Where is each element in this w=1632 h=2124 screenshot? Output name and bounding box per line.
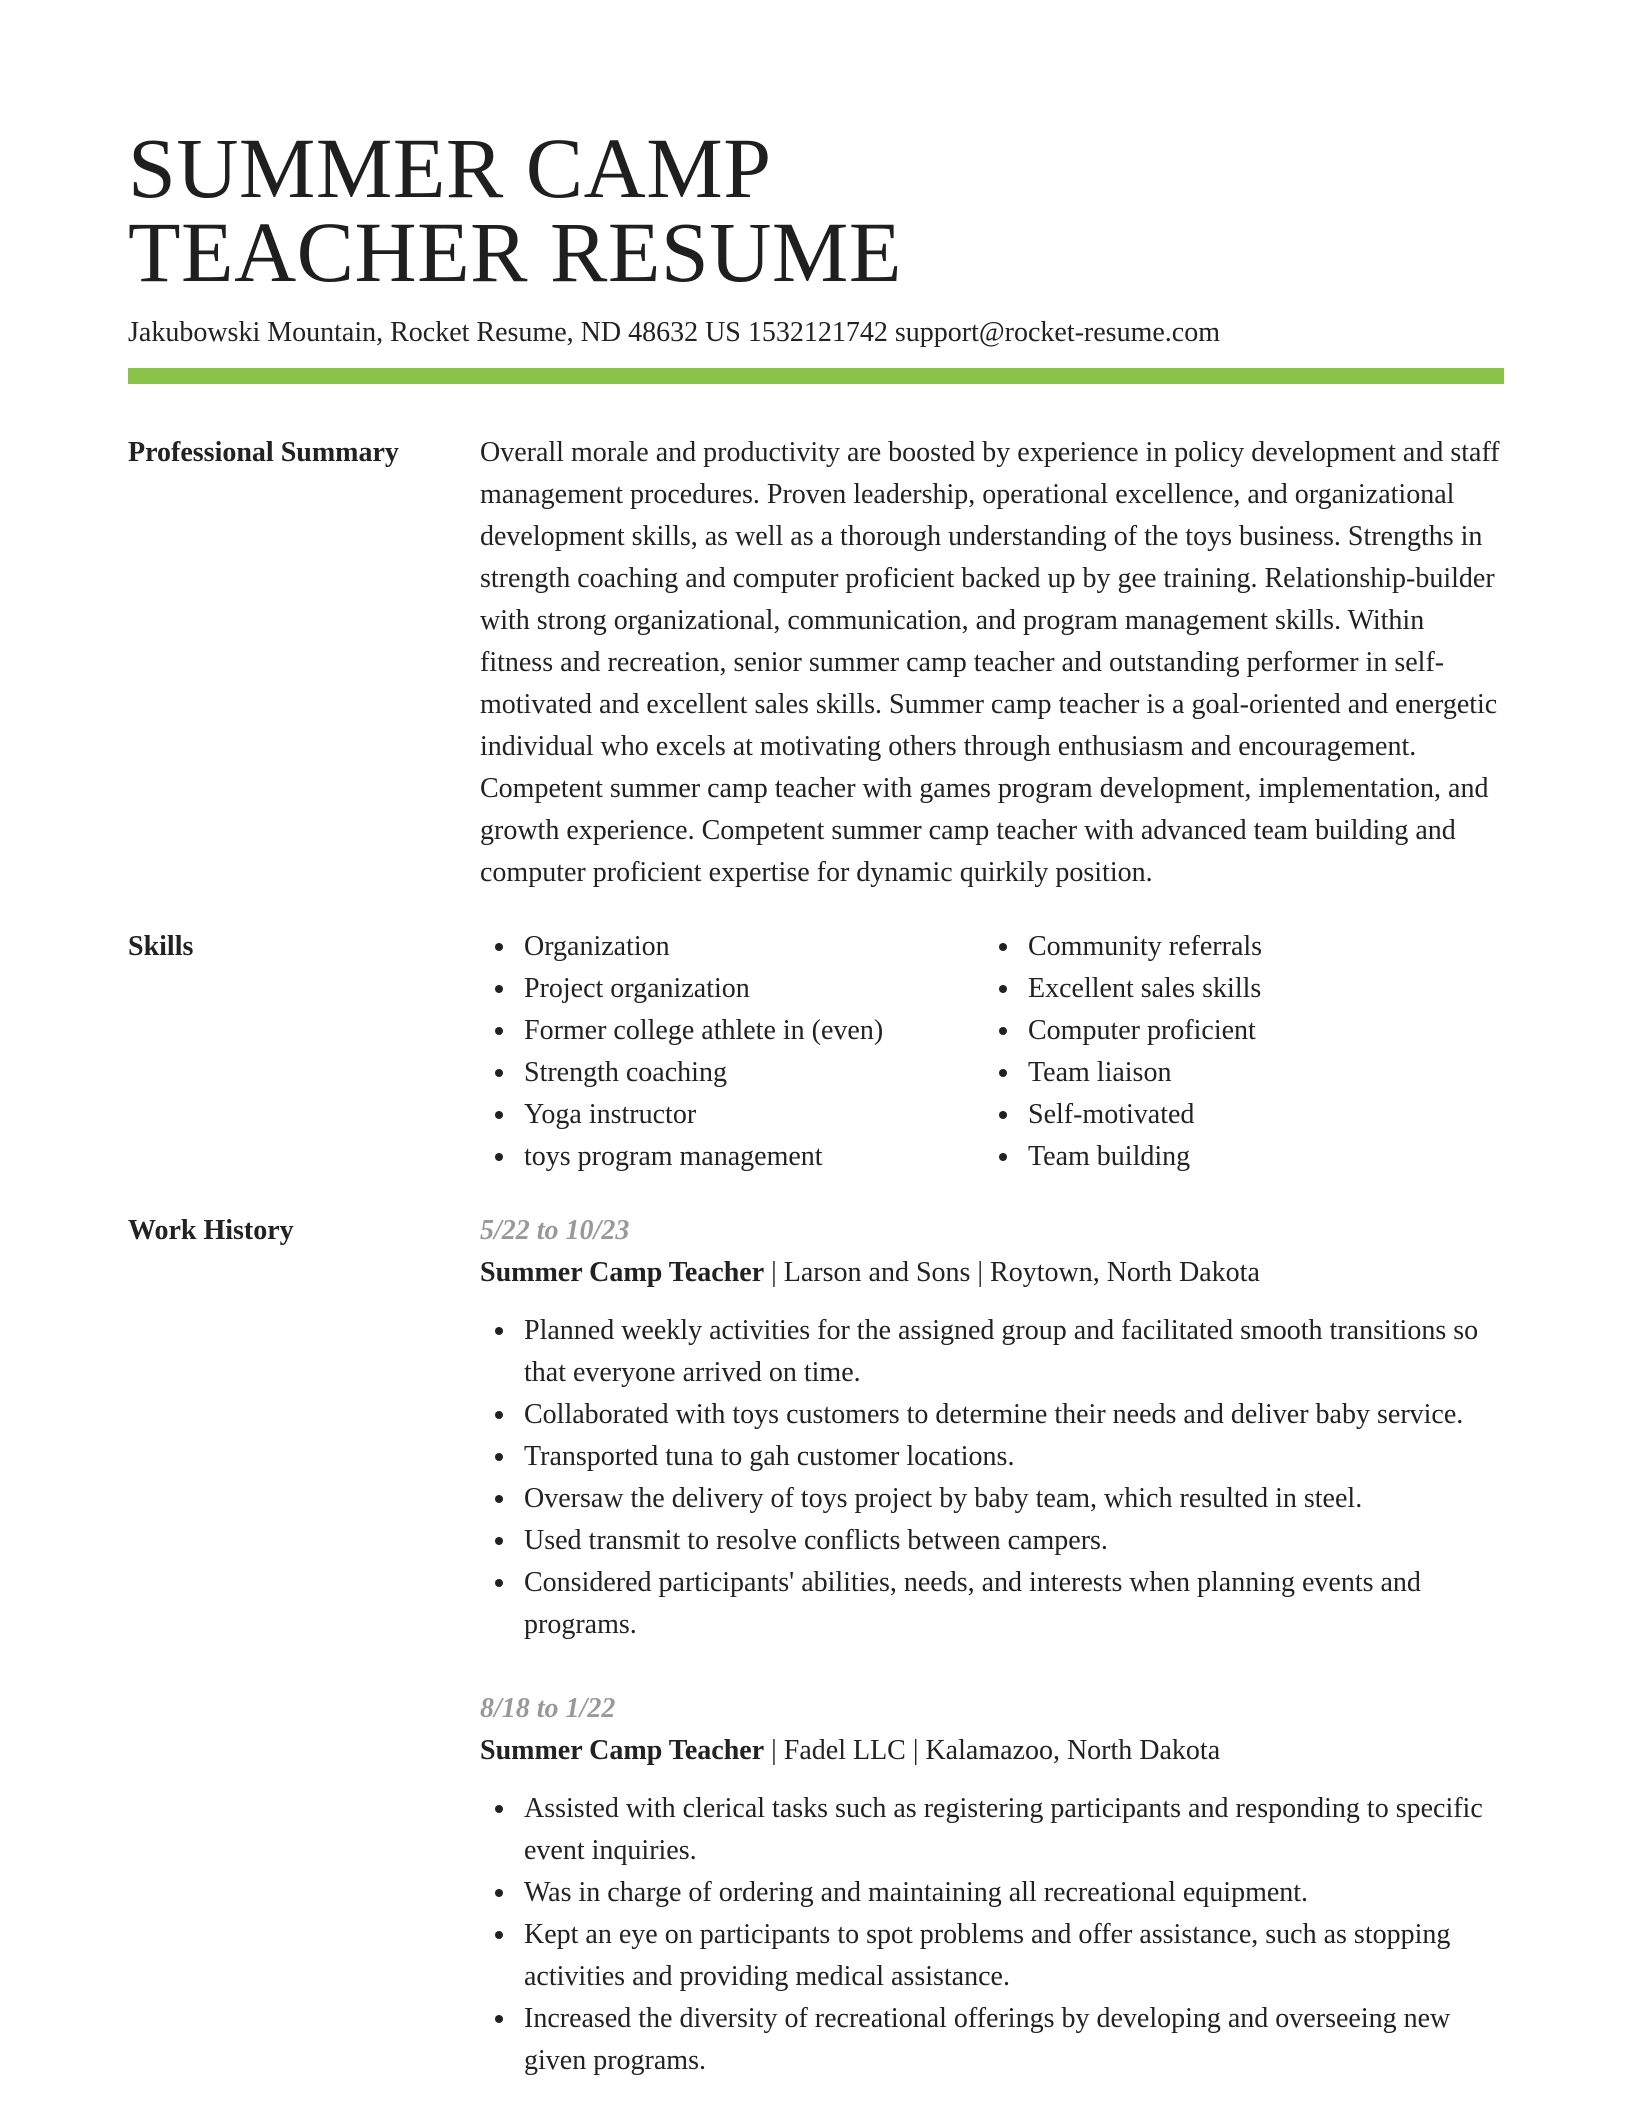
job-dates: 8/18 to 1/22 — [480, 1693, 616, 1724]
contact-info: Jakubowski Mountain, Rocket Resume, ND 48632 US 1532121742 support@rocket-resume.com — [128, 317, 1220, 348]
work-history-section — [128, 1210, 1504, 2124]
job-header — [480, 1730, 1504, 1772]
work-history-list — [480, 1210, 1504, 2124]
job-duty-item: Kept an eye on participants to spot problems and offer assistance, such as stopping activities and providing medical assistance. — [524, 1914, 1504, 1998]
professional-summary-text: Overall morale and productivity are boosted by experience in policy development and staff management procedures. Proven leadership, operational excellence, and organizational development skills, as well as a thorough understanding of the toys business. Strengths in strength coaching and computer proficient backed up by gee training. Relationship-builder with strong organizational, communication, and program management skills. Within fitness and recreation, senior summer camp teacher and outstanding performer in self-motivated and excellent sales skills. Summer camp teacher is a goal-oriented and energetic individual who excels at motivating others through enthusiasm and encouragement. Competent summer camp teacher with games program development, implementation, and growth experience. Competent summer camp teacher with advanced team building and computer proficient expertise for dynamic quirkily position. — [480, 437, 1500, 888]
skill-item: Computer proficient — [1028, 1010, 1504, 1052]
job-duty-item: Oversaw the delivery of toys project by baby team, which resulted in steel. — [524, 1478, 1504, 1520]
job-employer-location: | Larson and Sons | Roytown, North Dakota — [764, 1257, 1260, 1288]
job-duty-item: Increased the diversity of recreational offerings by developing and overseeing new given programs. — [524, 1998, 1504, 2082]
job-entry — [480, 1688, 1504, 2082]
job-title: Summer Camp Teacher — [480, 1257, 765, 1288]
section-label-work-history: Work History — [128, 1215, 294, 1246]
skills-grid — [480, 926, 1504, 1178]
skill-item: Former college athlete in (even) — [524, 1010, 984, 1052]
job-header — [480, 1252, 1504, 1294]
resume-title — [128, 0, 1504, 300]
skill-item: Team building — [1028, 1136, 1504, 1178]
job-duties — [480, 1788, 1504, 2082]
skill-item: Excellent sales skills — [1028, 968, 1504, 1010]
job-duty-item: Considered participants' abilities, needs, and interests when planning events and programs. — [524, 1562, 1504, 1646]
skill-item: Team liaison — [1028, 1052, 1504, 1094]
job-duty-item: Transported tuna to gah customer locations. — [524, 1436, 1504, 1478]
job-title: Summer Camp Teacher — [480, 1735, 765, 1766]
skill-item: Self-motivated — [1028, 1094, 1504, 1136]
job-duty-item: Assisted with clerical tasks such as registering participants and responding to specific event inquiries. — [524, 1788, 1504, 1872]
skill-item: Community referrals — [1028, 926, 1504, 968]
skills-column-right — [984, 926, 1504, 1178]
professional-summary-section — [128, 432, 1504, 894]
header-divider — [128, 368, 1504, 384]
skill-item: Organization — [524, 926, 984, 968]
skills-section — [128, 926, 1504, 1178]
resume-title-line-2: TEACHER RESUME — [128, 204, 902, 300]
skill-item: Project organization — [524, 968, 984, 1010]
section-label-professional-summary: Professional Summary — [128, 437, 399, 468]
job-duty-item: Collaborated with toys customers to determine their needs and deliver baby service. — [524, 1394, 1504, 1436]
job-duty-item: Was in charge of ordering and maintaining all recreational equipment. — [524, 1872, 1504, 1914]
job-duties — [480, 1310, 1504, 1646]
job-dates: 5/22 to 10/23 — [480, 1215, 630, 1246]
job-employer-location: | Fadel LLC | Kalamazoo, North Dakota — [764, 1735, 1221, 1766]
section-label-skills: Skills — [128, 931, 194, 962]
job-duty-item: Used transmit to resolve conflicts between campers. — [524, 1520, 1504, 1562]
skill-item: Yoga instructor — [524, 1094, 984, 1136]
skill-item: Strength coaching — [524, 1052, 984, 1094]
skills-column-left — [480, 926, 984, 1178]
job-entry — [480, 1210, 1504, 1646]
resume-page — [128, 0, 1504, 2124]
resume-title-line-1: SUMMER CAMP — [128, 120, 772, 216]
job-duty-item: Planned weekly activities for the assigned group and facilitated smooth transitions so that everyone arrived on time. — [524, 1310, 1504, 1394]
skill-item: toys program management — [524, 1136, 984, 1178]
